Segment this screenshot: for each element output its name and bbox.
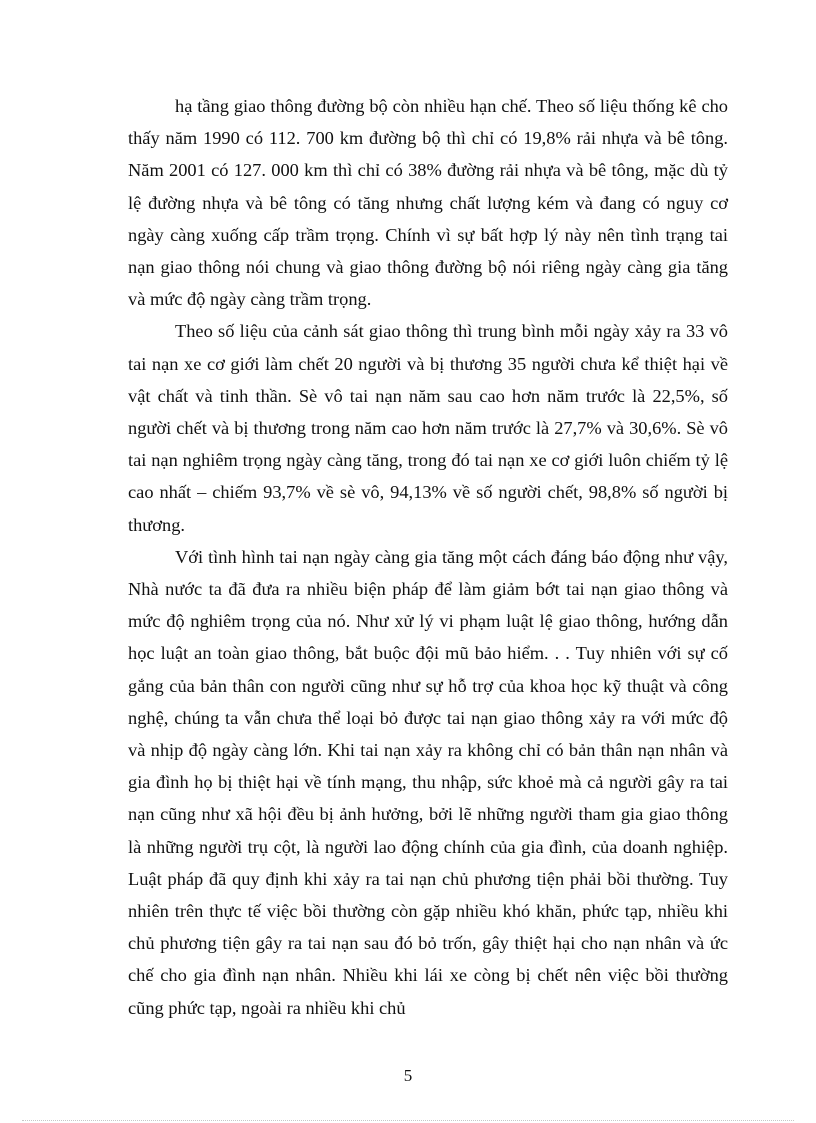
body-text — [128, 90, 728, 1024]
paragraph-1: hạ tầng giao thông đường bộ còn nhiều hạn chế. Theo số liệu thống kê cho thấy năm 1990 có 112. 700 km đường bộ thì chỉ có 19,8% rải nhựa và bê tông. Năm 2001 có 127. 000 km thì chỉ có 38% đường rải nhựa và bê tông, mặc dù tỷ lệ đường nhựa và bê tông có tăng nhưng chất lượng kém và đang có nguy cơ ngày càng xuống cấp trầm trọng. Chính vì sự bất hợp lý này nên tình trạng tai nạn giao thông nói chung và giao thông đường bộ nói riêng ngày càng gia tăng và mức độ ngày càng trầm trọng. — [128, 96, 728, 310]
footer-divider — [22, 1120, 794, 1121]
page-number: 5 — [403, 1066, 413, 1085]
paragraph-3: Với tình hình tai nạn ngày càng gia tăng một cách đáng báo động như vậy, Nhà nước ta đã đưa ra nhiều biện pháp để làm giảm bớt tai nạn giao thông và mức độ nghiêm trọng của nó. Như xử lý vi phạm luật lệ giao thông, hướng dẫn học luật an toàn giao thông, bắt buộc đội mũ bảo hiểm. . . Tuy nhiên với sự cố gắng của bản thân con người cũng như sự hỗ trợ của khoa học kỹ thuật và công nghệ, chúng ta vẫn chưa thể loại bỏ được tai nạn giao thông xảy ra với mức độ và nhịp độ ngày càng lớn. Khi tai nạn xảy ra không chỉ có bản thân nạn nhân và gia đình họ bị thiệt hại về tính mạng, thu nhập, sức khoẻ mà cả người gây ra tai nạn cũng như xã hội đều bị ảnh hưởng, bởi lẽ những người tham gia giao thông là những người trụ cột, là người lao động chính của gia đình, của doanh nghiệp. Luật pháp đã quy định khi xảy ra tai nạn chủ phương tiện phải bồi thường. Tuy nhiên trên thực tế việc bồi thường còn gặp nhiều khó khăn, phức tạp, nhiều khi chủ phương tiện gây ra tai nạn sau đó bỏ trốn, gây thiệt hại cho nạn nhân và ức chế cho gia đình nạn nhân. Nhiều khi lái xe còng bị chết nên việc bồi thường cũng phức tạp, ngoài ra nhiều khi chủ — [128, 546, 728, 1018]
paragraph-2: Theo số liệu của cảnh sát giao thông thì trung bình mỗi ngày xảy ra 33 vô tai nạn xe cơ giới làm chết 20 người và bị thương 35 người chưa kể thiệt hại về vật chất và tinh thần. Sè vô tai nạn năm sau cao hơn năm trước là 22,5%, số người chết và bị thương trong năm cao hơn năm trước là 27,7% và 30,6%. Sè vô tai nạn nghiêm trọng ngày càng tăng, trong đó tai nạn xe cơ giới luôn chiếm tỷ lệ cao nhất – chiếm 93,7% về sè vô, 94,13% về số người chết, 98,8% số người bị thương. — [128, 321, 728, 535]
